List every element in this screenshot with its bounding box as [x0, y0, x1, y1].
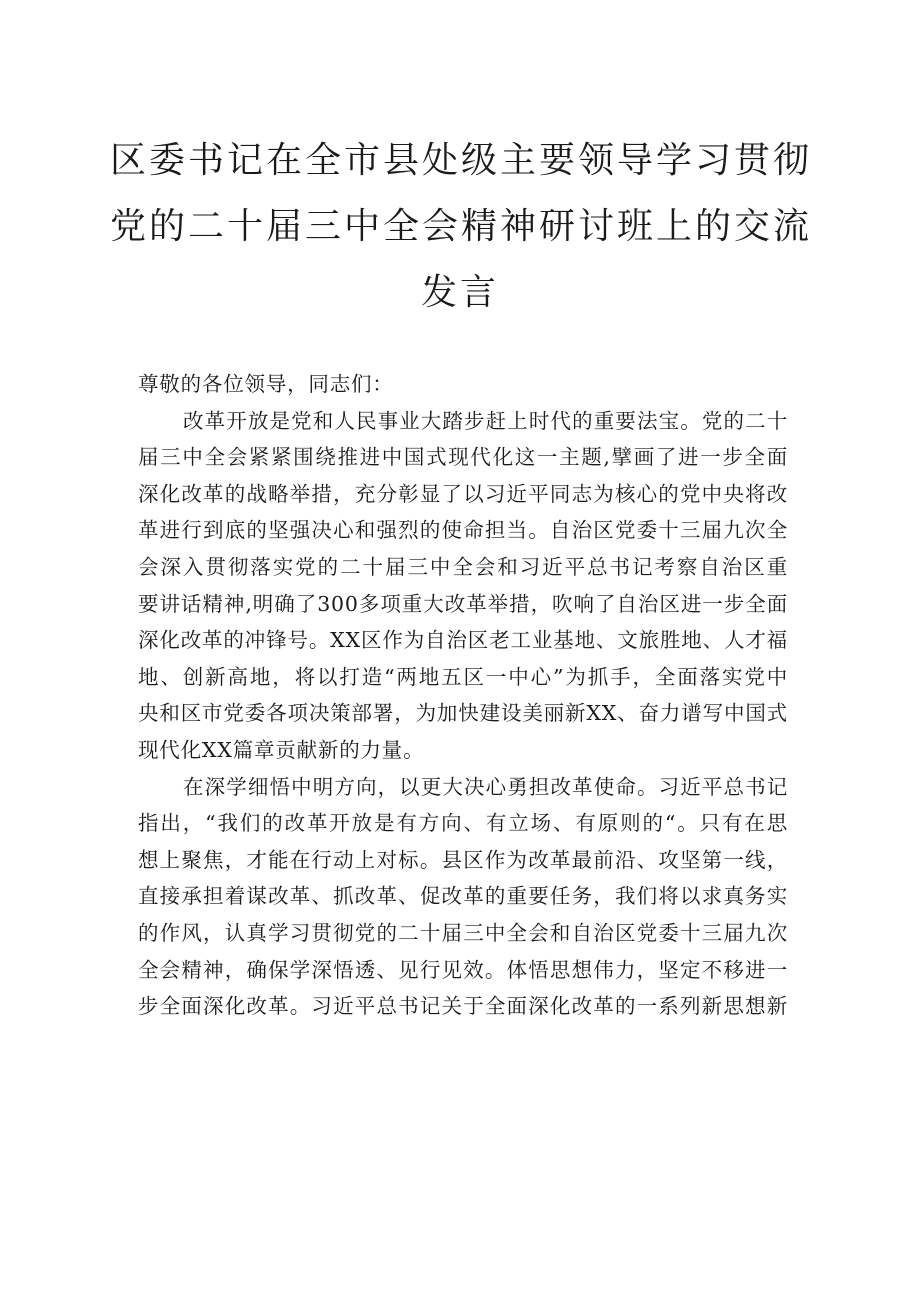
paragraph-line: 深化改革的战略举措，充分彰显了以习近平同志为核心的党中央将改 [138, 481, 788, 506]
title-line-1: 区委书记在全市县处级主要领导学习贯彻 [110, 140, 813, 181]
document-body [138, 366, 788, 1025]
paragraph-line: 央和区市党委各项决策部署，为加快建设美丽新XX、奋力谱写中国式 [138, 701, 788, 726]
paragraph-line: 全会精神，确保学深悟透、见行见效。体悟思想伟力，坚定不移进一 [138, 957, 788, 982]
paragraph-line: 改革开放是党和人民事业大踏步赶上时代的重要法宝。党的二十 [183, 408, 788, 433]
document-title [110, 128, 813, 326]
salutation: 尊敬的各位领导，同志们： [138, 372, 394, 396]
paragraph-line: 指出，“我们的改革开放是有方向、有立场、有原则的“。只有在思 [138, 811, 788, 836]
paragraph-line: 要讲话精神,明确了300多项重大改革举措，吹响了自治区进一步全面 [138, 591, 788, 616]
paragraph-line: 会深入贯彻落实党的二十届三中全会和习近平总书记考察自治区重 [138, 554, 788, 579]
paragraph-line: 深化改革的冲锋号。XX区作为自治区老工业基地、文旅胜地、人才福 [138, 628, 788, 653]
paragraph-line: 届三中全会紧紧围绕推进中国式现代化这一主题,擘画了进一步全面 [138, 445, 788, 470]
title-line-3: 发言 [420, 272, 499, 313]
paragraph-line: 地、创新高地，将以打造“两地五区一中心”为抓手，全面落实党中 [138, 664, 788, 689]
paragraph-2 [138, 769, 788, 1025]
title-line-2: 党的二十届三中全会精神研讨班上的交流 [110, 206, 813, 247]
paragraph-line: 直接承担着谋改革、抓改革、促改革的重要任务，我们将以求真务实 [138, 884, 788, 909]
paragraph-line: 的作风，认真学习贯彻党的二十届三中全会和自治区党委十三届九次 [138, 920, 788, 945]
paragraph-line: 在深学细悟中明方向，以更大决心勇担改革使命。习近平总书记 [183, 774, 788, 799]
paragraph-line: 革进行到底的坚强决心和强烈的使命担当。自治区党委十三届九次全 [138, 518, 788, 543]
paragraph-1 [138, 403, 788, 769]
paragraph-line: 步全面深化改革。习近平总书记关于全面深化改革的一系列新思想新 [138, 994, 788, 1019]
paragraph-line: 现代化XX篇章贡献新的力量。 [138, 737, 425, 762]
paragraph-line: 想上聚焦，才能在行动上对标。县区作为改革最前沿、攻坚第一线， [138, 847, 788, 872]
